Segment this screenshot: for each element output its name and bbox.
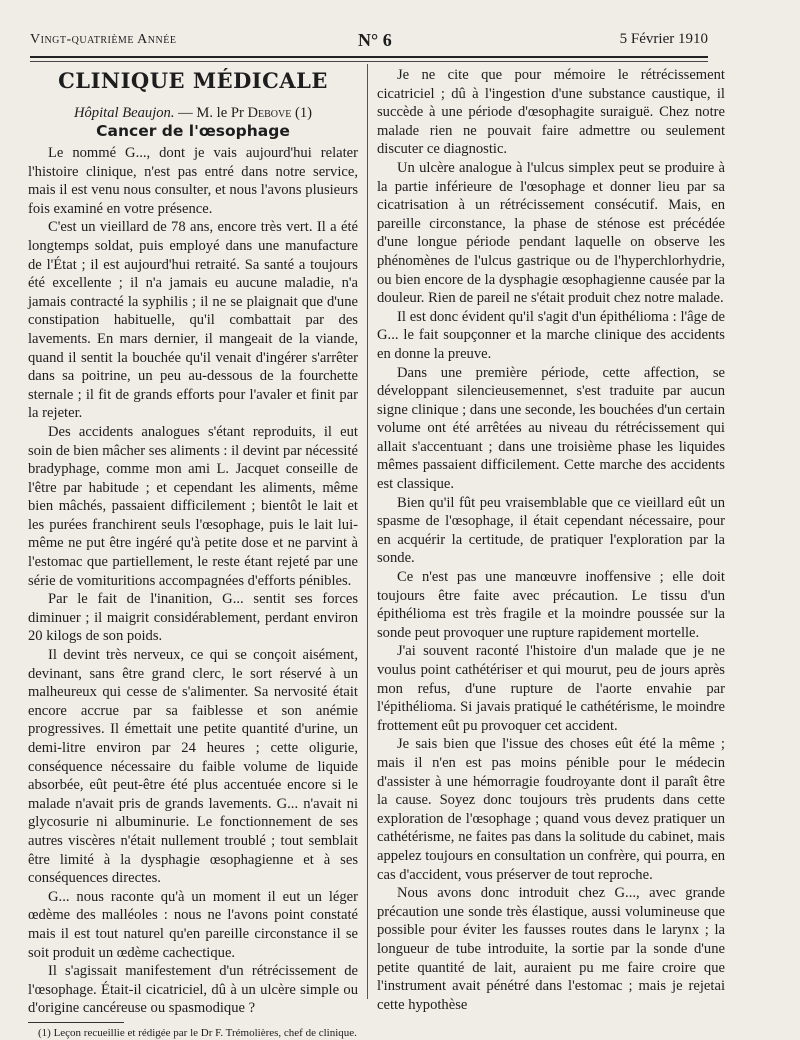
paragraph: Il s'agissait manifestement d'un rétrécissement de l'œsophage. Était-il cicatriciel, dû à un ulcère simple ou d'origine cancéreuse ou spasmodique ? [28,963,358,1017]
left-column [28,66,358,1040]
column-divider [367,64,368,999]
paragraph: Par le fait de l'inanition, G... sentit ses forces diminuer ; il maigrit considérablement, perdant environ 20 kilogs de son poids. [28,591,358,645]
paragraph: Un ulcère analogue à l'ulcus simplex peut se produire à la partie inférieure de l'œsophage et donner lieu par sa cicatrisation à un rétrécissement consécutif. Mais, en pareille circonstance, la phase de sténose est précédée d'une longue période pendant laquelle on observe les phénomènes de l'ulcus gastrique ou de l'hyperchlorhydrie, ou bien encore de la dysphagie œsophagienne causée par la douleur. Rien de pareil ne s'était produit chez notre malade. [377,159,725,307]
issue-number: N° 6 [358,30,392,50]
paragraph: Bien qu'il fût peu vraisemblable que ce vieillard eût un spasme de l'œsophage, il était cependant nécessaire, pour en acquérir la certitude, de pratiquer l'exploration par la sonde. [377,494,725,567]
paragraph: Je sais bien que l'issue des choses eût été la même ; mais il n'en est pas moins pénible pour le médecin d'assister à une hémorragie foudroyante dont il paraît être la cause. Soyez donc toujours très prudents dans cette exploration de l'œsophage ; quand vous devez pratiquer un cathétérisme, ne faites pas dans la solitude du cabinet, mais appelez toujours en consultation un confrère, qui pourra, en cas d'accident, vous préserver de tout reproche. [377,736,725,883]
article-title: Cancer de l'œsophage [96,122,290,140]
paragraph: Dans une première période, cette affection, se développant silencieusemennet, s'est traduite par aucun signe clinique ; dans une seconde, les bouchées d'un certain volume ont été arrêtées au niveau du rétrécissement qui allait s'accentuant ; dans une troisième phase les liquides mêmes passaient difficilement. Cette marche des accidents est classique. [377,364,725,493]
paragraph: Il est donc évident qu'il s'agit d'un épithélioma : l'âge de G... le fait soupçonner et la marche clinique des accidents en donne la preuve. [377,308,725,362]
byline [28,104,358,122]
paragraph: Nous avons donc introduit chez G..., avec grande précaution une sonde très élastique, aussi volumineuse que possible pour éviter les fausses routes dans le larynx ; la longueur de tube introduite, la sortie par la sonde d'une petite quantité de lait, auraient pu me faire croire que l'instrument avait pénétré dans l'estomac ; mais je rejetai cette hypothèse [377,885,725,1013]
paragraph: J'ai souvent raconté l'histoire d'un malade que je ne voulus point cathétériser et qui mourut, peu de jours après mon refus, d'une rupture de l'aorte envahie par l'épithélioma. Si javais pratiqué le cathétérisme, le moindre frottement eût pu provoquer cet accident. [377,643,725,734]
paragraph: Je ne cite que pour mémoire le rétrécissement cicatriciel ; dû à l'ingestion d'une substance caustique, il succède à une période d'œsophagite suraiguë. Chez notre malade rien ne pouvait faire admettre ou seulement discuter ce diagnostic. [377,67,725,158]
paragraph: Ce n'est pas une manœuvre inoffensive ; elle doit toujours être faite avec précaution. Le tissu d'un épithélioma est très fragile et la moindre poussée sur la sonde peut provoquer une rupture rapidement mortelle. [377,569,725,641]
paragraph: Il devint très nerveux, ce qui se conçoit aisément, devinant, sans être grand clerc, le sort réservé à un malheureux qui cesse de s'alimenter. Sa nervosité était encore accrue par sa faiblesse et son anémie progressives. Il émettait une petite quantité d'urine, un demi-litre environ par 24 heures ; cette oligurie, conséquence nécessaire du faible volume de liquide absorbée, eût peut-être été plus accentuée encore si le malade n'avait pris de grands lavements. G... n'avait ni glycosurie ni albuminurie. Le fonctionnement de ses autres viscères n'était nullement troublé ; tout semblait être limité à la dysphagie œsophagienne et à ses conséquences directes. [28,647,358,887]
hospital-name: Hôpital Beaujon. [73,105,175,121]
paragraph: C'est un vieillard de 78 ans, encore très vert. Il a été longtemps soldat, puis employé dans une manufacture de l'État ; il est aujourd'hui retraité. Sa santé a toujours été excellente ; il n'a jamais eu aucune maladie, n'a jamais contracté la syphilis ; il ne se plaignait que d'une constipation habituelle, qu'il combattait par des lavements. En mars dernier, il mangeait de la viande, quand il sentit la bouchée qu'il venait d'ingérer s'arrêter dans sa poitrine, un peu au-dessous de la fourchette sternale ; il fit de grands efforts pour l'avaler et finit par la rejeter. [28,219,358,422]
paragraph: G... nous raconte qu'à un moment il eut un léger œdème des malléoles : nous ne l'avons point constaté mais il est tout naturel qu'en pareille circonstance il se soit produit un œdème cachectique. [28,888,358,961]
footnote-ref: (1) [291,105,313,121]
section-title: CLINIQUE MÉDICALE [58,68,328,93]
running-header [30,30,708,52]
byline-dash: — M. le Pr [174,105,248,121]
header-rule-thick [30,56,708,58]
header-rule-thin [30,61,708,62]
volume-year: Vingt-quatrième Année [30,32,177,47]
footnote: (1) Leçon recueillie et rédigée par le Dr F. Trémolières, chef de clinique. [38,1026,357,1039]
footnote-rule [28,1022,124,1023]
left-column-body [28,144,358,1018]
issue-date: 5 Février 1910 [619,31,708,47]
author-name: Debove [247,105,292,121]
paragraph: Des accidents analogues s'étant reproduits, il eut soin de bien mâcher ses aliments : il devint par nécessité bradyphage, comme mon ami L. Jacquet conseille de l'être par habitude ; et cependant les aliments, même bien mâchés, passaient difficilement ; bientôt le lait et les purées franchirent seuls l'œsophage, puis le lait lui-même ne put être ingéré qu'à petite dose et ne parvint à l'estomac que partiellement, le reste étant rejeté par une série de vomituritions accompagnées d'efforts pénibles. [28,423,358,589]
right-column [377,66,725,1014]
right-column-body [377,66,725,1014]
paragraph: Le nommé G..., dont je vais aujourd'hui relater l'histoire clinique, n'est pas entré dans notre service, mais il est venu nous consulter, et nous l'avons plusieurs fois examiné en votre présence. [28,145,358,217]
